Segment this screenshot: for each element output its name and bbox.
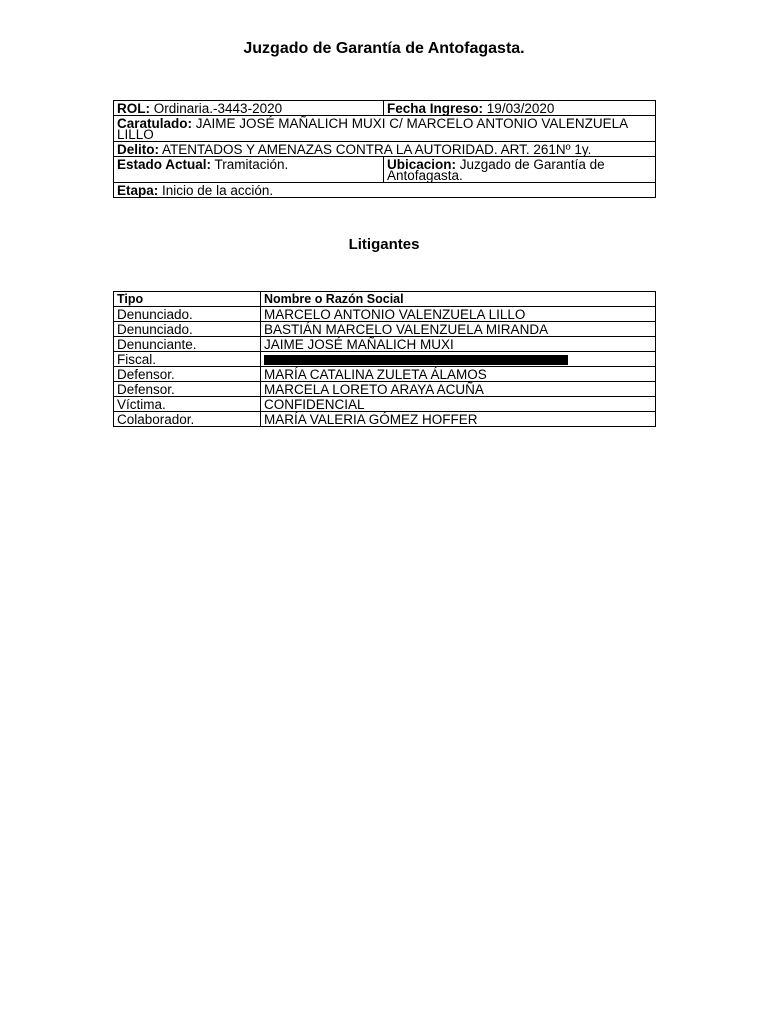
estado-label: Estado Actual:: [117, 157, 212, 172]
fecha-ingreso-value: 19/03/2020: [486, 101, 555, 116]
nombre-cell: JAIME JOSÉ MAÑALICH MUXI: [261, 337, 656, 352]
table-row: [114, 412, 656, 427]
litigantes-table: [113, 291, 656, 427]
estado-cell: [114, 157, 384, 183]
caratulado-value: JAIME JOSÉ MAÑALICH MUXI C/ MARCELO ANTONIO VALENZUELA LILLO: [117, 116, 628, 142]
table-row: [114, 367, 656, 382]
tipo-cell: Colaborador.: [114, 412, 261, 427]
estado-value: Tramitación.: [214, 157, 289, 172]
case-info-row: [114, 116, 656, 142]
tipo-cell: Denunciado.: [114, 322, 261, 337]
tipo-cell: Víctima.: [114, 397, 261, 412]
caratulado-label: Caratulado:: [117, 116, 193, 131]
header-tipo: Tipo: [114, 292, 261, 307]
tipo-cell: Defensor.: [114, 382, 261, 397]
tipo-cell: Fiscal.: [114, 352, 261, 367]
table-row: [114, 397, 656, 412]
nombre-cell: [261, 352, 656, 367]
case-info-row: [114, 157, 656, 183]
fecha-ingreso-cell: [384, 101, 656, 116]
nombre-cell: BASTIÁN MARCELO VALENZUELA MIRANDA: [261, 322, 656, 337]
nombre-cell: CONFIDENCIAL: [261, 397, 656, 412]
etapa-cell: [114, 183, 656, 198]
delito-label: Delito:: [117, 142, 159, 157]
table-row: [114, 382, 656, 397]
rol-cell: [114, 101, 384, 116]
rol-label: ROL:: [117, 101, 150, 116]
case-info-row: [114, 101, 656, 116]
case-info-row: [114, 142, 656, 157]
nombre-cell: MARÍA CATALINA ZULETA ÁLAMOS: [261, 367, 656, 382]
delito-cell: [114, 142, 656, 157]
ubicacion-cell: [384, 157, 656, 183]
fecha-ingreso-label: Fecha Ingreso:: [387, 101, 484, 116]
table-row: [114, 307, 656, 322]
ubicacion-value: Juzgado de Garantía de Antofagasta.: [387, 157, 605, 183]
redaction-bar: [264, 355, 568, 365]
etapa-value: Inicio de la acción.: [162, 183, 274, 198]
table-row: [114, 322, 656, 337]
etapa-label: Etapa:: [117, 183, 159, 198]
nombre-cell: MARÍA VALERIA GÓMEZ HOFFER: [261, 412, 656, 427]
nombre-cell: MARCELO ANTONIO VALENZUELA LILLO: [261, 307, 656, 322]
nombre-cell: MARCELA LORETO ARAYA ACUÑA: [261, 382, 656, 397]
table-row: [114, 352, 656, 367]
case-info-row: [114, 183, 656, 198]
ubicacion-label: Ubicacion:: [387, 157, 457, 172]
caratulado-cell: [114, 116, 656, 142]
litigantes-title: Litigantes: [348, 236, 420, 253]
rol-value: Ordinaria.-3443-2020: [153, 101, 283, 116]
tipo-cell: Denunciado.: [114, 307, 261, 322]
header-nombre: Nombre o Razón Social: [261, 292, 656, 307]
page-title: Juzgado de Garantía de Antofagasta.: [243, 40, 525, 57]
table-header-row: [114, 292, 656, 307]
tipo-cell: Defensor.: [114, 367, 261, 382]
delito-value: ATENTADOS Y AMENAZAS CONTRA LA AUTORIDAD. ART. 261Nº 1y.: [162, 142, 592, 157]
table-row: [114, 337, 656, 352]
tipo-cell: Denunciante.: [114, 337, 261, 352]
case-info-table: [113, 100, 656, 198]
